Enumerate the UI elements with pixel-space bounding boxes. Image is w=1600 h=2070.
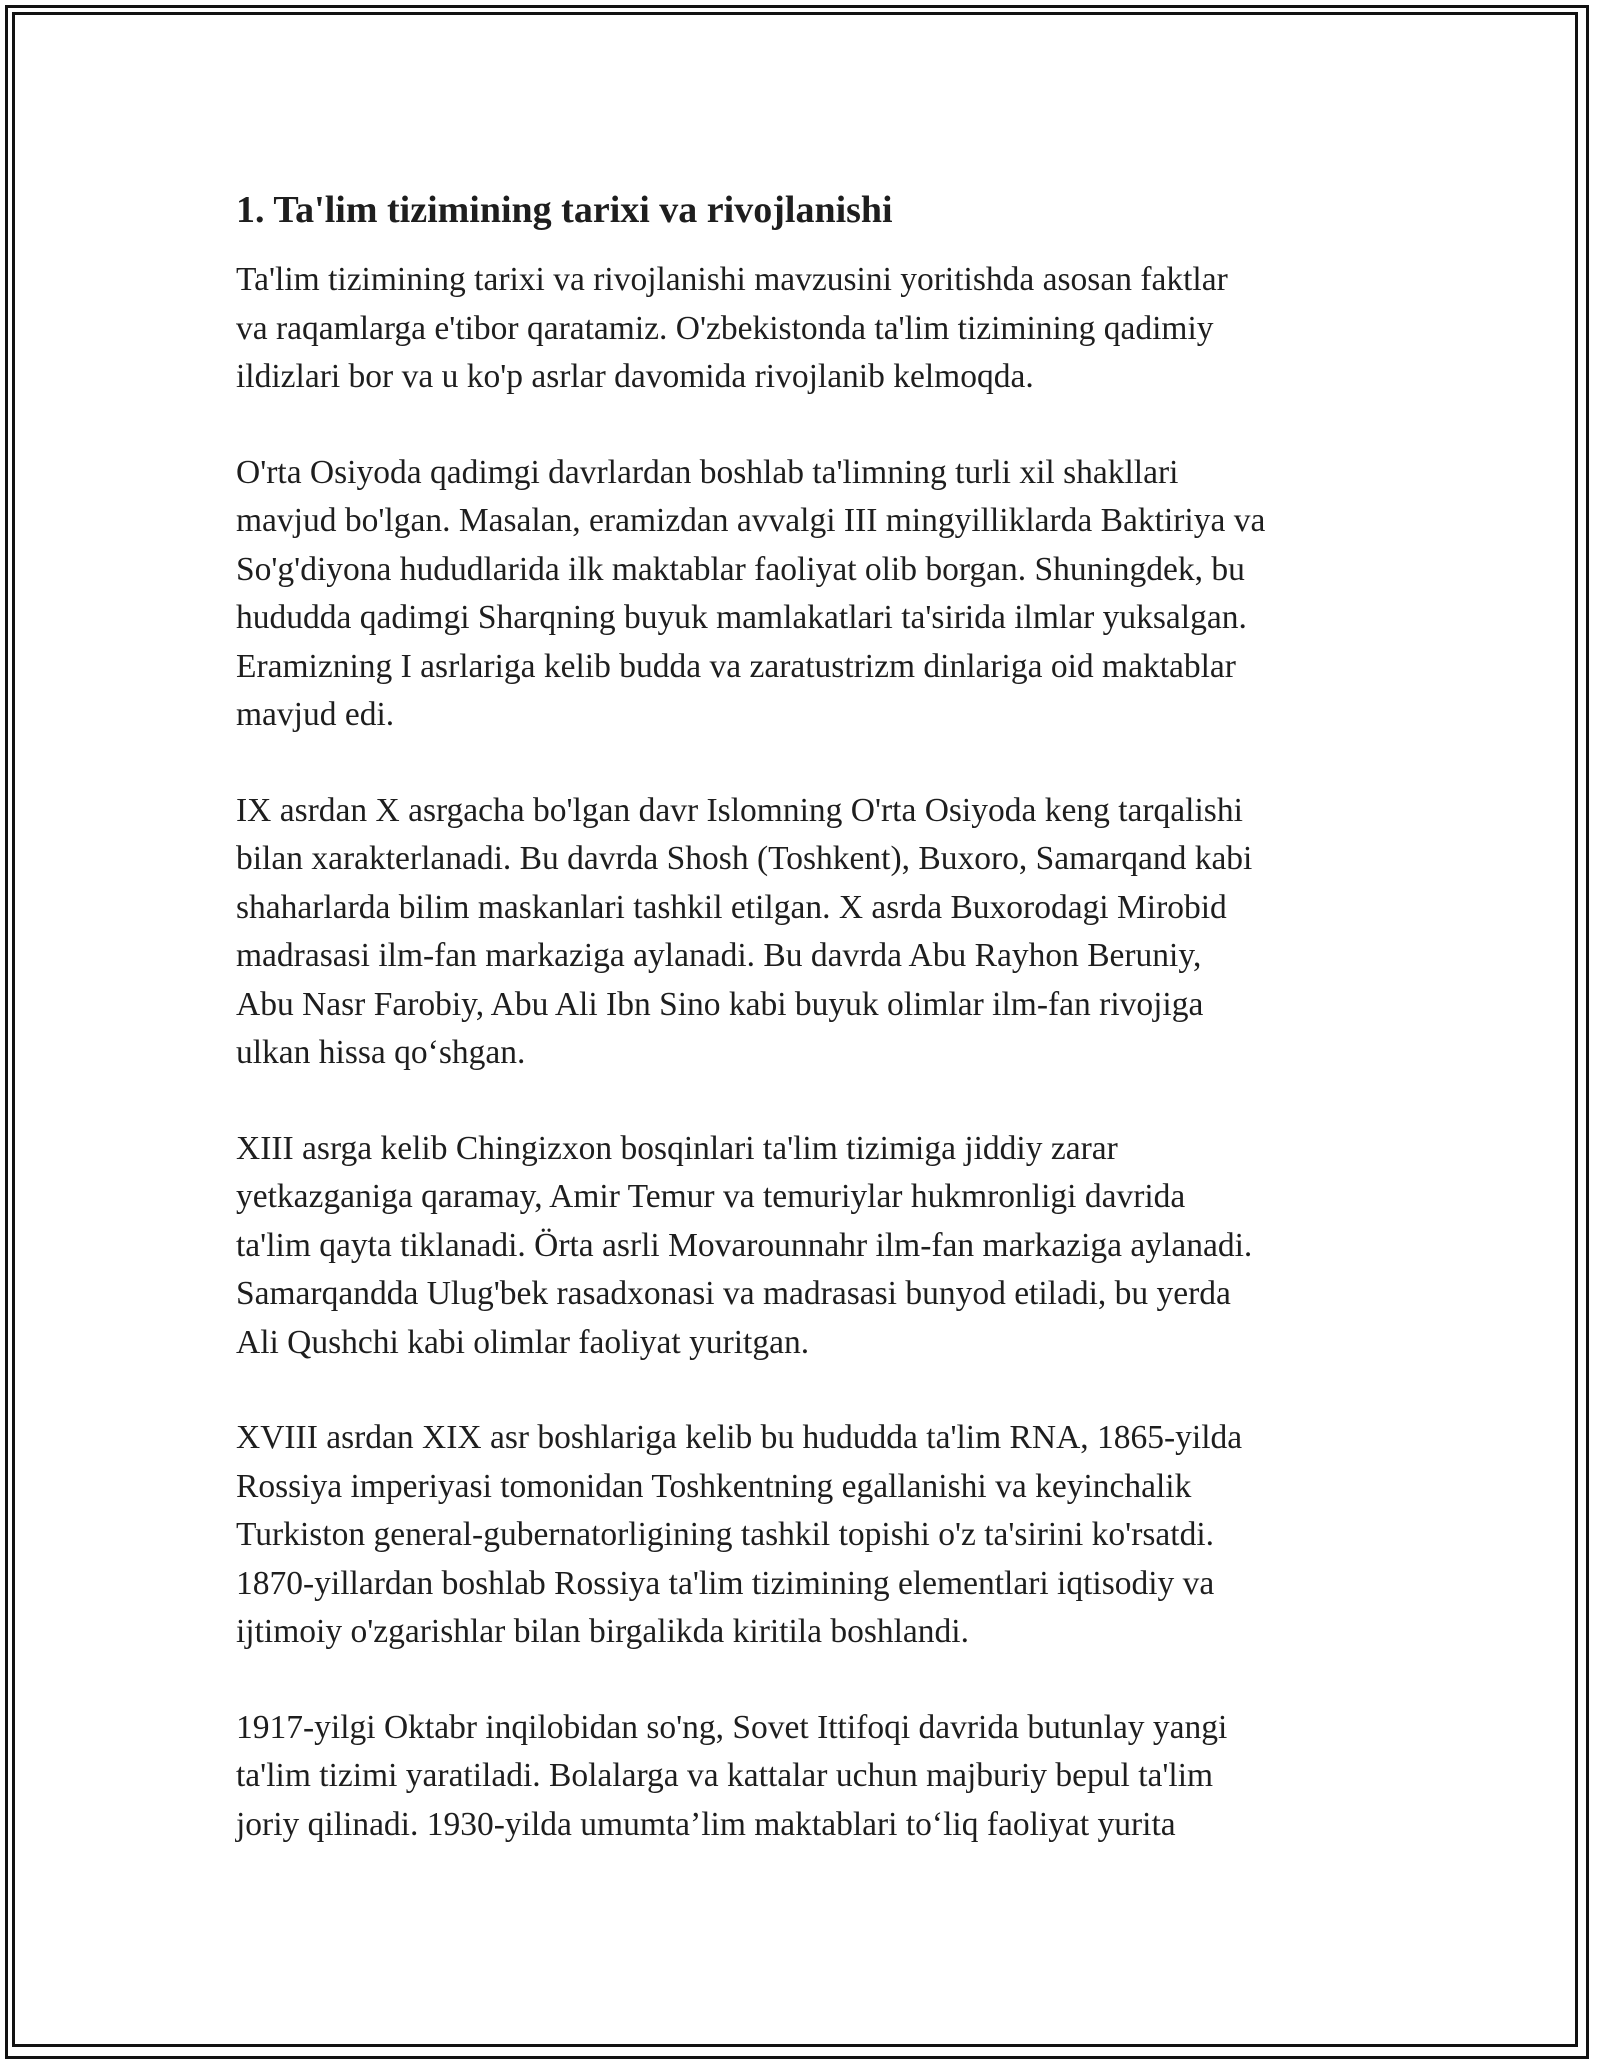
text-line: ijtimoiy o'zgarishlar bilan birgalikda kiritila boshlandi.	[236, 1613, 969, 1650]
text-line: IX asrdan X asrgacha bo'lgan davr Islomning O'rta Osiyoda keng tarqalishi	[236, 791, 1243, 829]
text-line: Turkiston general-gubernatorligining tashkil topishi o'z ta'sirini ko'rsatdi.	[236, 1516, 1215, 1553]
text-line: Samarqandda Ulug'bek rasadxonasi va madrasasi bunyod etiladi, bu yerda	[236, 1275, 1231, 1312]
text-line: bilan xarakterlanadi. Bu davrda Shosh (Toshkent), Buxoro, Samarqand kabi	[236, 840, 1253, 877]
paragraph-soviet-period	[236, 1704, 1371, 1850]
text-line: Rossiya imperiyasi tomonidan Toshkentning egallanishi va keyinchalik	[236, 1467, 1192, 1505]
text-line: joriy qilinadi. 1930-yilda umumta’lim maktablari to‘liq faoliyat yurita	[236, 1805, 1176, 1843]
paragraph-timurid-period	[236, 1125, 1371, 1368]
document-body	[236, 186, 1371, 1896]
section-title: 1. Ta'lim tizimining tarixi va rivojlanishi	[236, 189, 893, 231]
text-line: ta'lim tizimi yaratiladi. Bolalarga va kattalar uchun majburiy bepul ta'lim	[236, 1757, 1214, 1794]
text-line: ulkan hissa qo‘shgan.	[236, 1034, 526, 1071]
paragraph-intro	[236, 256, 1371, 402]
text-line: ta'lim qayta tiklanadi. Örta asrli Movarounnahr ilm-fan markaziga aylanadi.	[236, 1226, 1253, 1264]
paragraph-islamic-period	[236, 787, 1371, 1078]
text-line: mavjud edi.	[236, 696, 395, 733]
text-line: XIII asrga kelib Chingizxon bosqinlari ta'lim tizimiga jiddiy zarar	[236, 1129, 1118, 1167]
text-line: 1870-yillardan boshlab Rossiya ta'lim tizimining elementlari iqtisodiy va	[236, 1564, 1215, 1602]
text-line: mavjud bo'lgan. Masalan, eramizdan avvalgi III mingyilliklarda Baktiriya va	[236, 502, 1266, 539]
text-line: O'rta Osiyoda qadimgi davrlardan boshlab ta'limning turli xil shakllari	[236, 453, 1179, 491]
text-line: yetkazganiga qaramay, Amir Temur va temuriylar hukmronligi davrida	[236, 1178, 1186, 1215]
text-line: shaharlarda bilim maskanlari tashkil etilgan. X asrda Buxorodagi Mirobid	[236, 888, 1227, 926]
text-line: Ta'lim tizimining tarixi va rivojlanishi mavzusini yoritishda asosan faktlar	[236, 261, 1228, 298]
text-line: va raqamlarga e'tibor qaratamiz. O'zbekistonda ta'lim tizimining qadimiy	[236, 309, 1214, 347]
text-line: So'g'diyona hududlarida ilk maktablar faoliyat olib borgan. Shuningdek, bu	[236, 550, 1245, 588]
text-line: ildizlari bor va u ko'p asrlar davomida rivojlanib kelmoqda.	[236, 358, 1034, 395]
text-line: XVIII asrdan XIX asr boshlariga kelib bu hududda ta'lim RNA, 1865-yilda	[236, 1419, 1243, 1456]
text-line: madrasasi ilm-fan markaziga aylanadi. Bu davrda Abu Rayhon Beruniy,	[236, 937, 1202, 974]
paragraph-ancient-period	[236, 449, 1371, 740]
paragraph-russian-period	[236, 1414, 1371, 1657]
text-line: Eramizning I asrlariga kelib budda va zaratustrizm dinlariga oid maktablar	[236, 647, 1236, 685]
text-line: Ali Qushchi kabi olimlar faoliyat yuritgan.	[236, 1323, 810, 1361]
text-line: Abu Nasr Farobiy, Abu Ali Ibn Sino kabi buyuk olimlar ilm-fan rivojiga	[236, 985, 1204, 1023]
text-line: hududda qadimgi Sharqning buyuk mamlakatlari ta'sirida ilmlar yuksalgan.	[236, 599, 1247, 636]
text-line: 1917-yilgi Oktabr inqilobidan so'ng, Sovet Ittifoqi davrida butunlay yangi	[236, 1708, 1228, 1746]
